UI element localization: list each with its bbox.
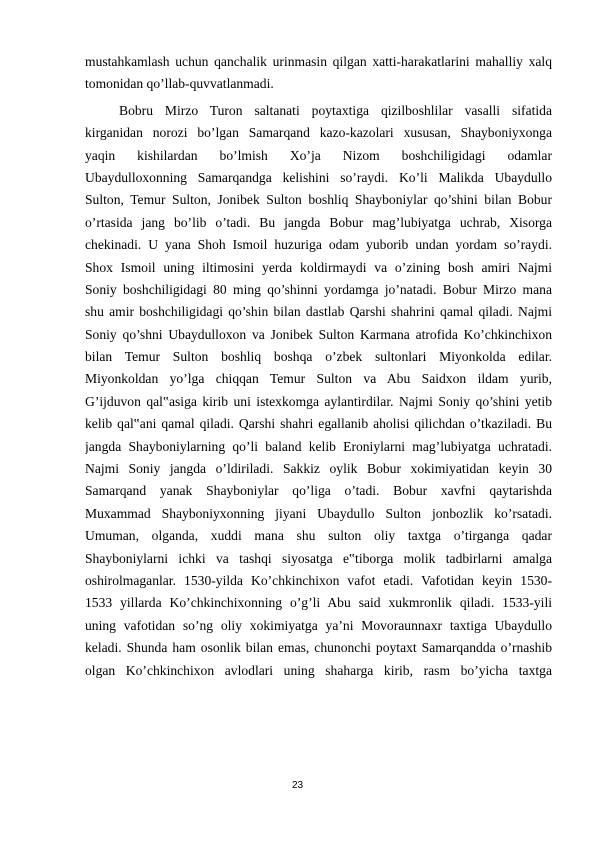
text-line: Miyonkoldan yo’lga chiqqan Temur Sulton va Abu Saidxon ildam yurib, [85, 371, 552, 387]
text-line: Umuman, olganda, xuddi mana shu sulton oliy taxtga o’tirganga qadar [85, 528, 552, 544]
text-line: G’ijduvon qal‟asiga kirib uni istexkomga aylantirdilar. Najmi Soniy qo’shini yetib [85, 393, 552, 409]
text-line: Samarqand yanak Shayboniylar qo’liga o’tadi. Bobur xavfni qaytarishda [85, 483, 552, 499]
text-line: oshirolmaganlar. 1530-yilda Ko’chkinchixon vafot etadi. Vafotidan keyin 1530- [85, 572, 552, 588]
text-line: Najmi Soniy jangda o’ldiriladi. Sakkiz oylik Bobur xokimiyatidan keyin 30 [85, 461, 552, 477]
text-line: chekinadi. U yana Shoh Ismoil huzuriga odam yuborib undan yordam so’raydi. [85, 237, 552, 253]
text-line: Shayboniylarni ichki va tashqi siyosatga e‟tiborga molik tadbirlarni amalga [85, 550, 552, 566]
text-line: Muxammad Shayboniyxonning jiyani Ubaydullo Sulton jonbozlik ko’rsatadi. [85, 505, 552, 521]
text-line: tomonidan qo’llab-quvvatlanmadi. [85, 76, 274, 92]
text-line: kelib qal‟ani qamal qiladi. Qarshi shahri egallanib aholisi qilichdan o’tkaziladi. Bu [85, 416, 552, 432]
text-line: shu amir boshchiligidagi qo’shin bilan dastlab Qarshi shahrini qamal qiladi. Najmi [85, 304, 552, 320]
body-text [85, 51, 552, 682]
text-line: mustahkamlash uchun qanchalik urinmasin qilgan xatti-harakatlarini mahalliy xalq [85, 54, 552, 69]
text-line: uning vafotidan so’ng oliy xokimiyatga ya’ni Movoraunnaxr taxtiga Ubaydullo [85, 617, 552, 633]
page-number: 23 [291, 780, 304, 791]
text-line: Soniy boshchiligidagi 80 ming qo’shinni yordamga jo’natadi. Bobur Mirzo mana [85, 281, 552, 297]
text-line: Shox Ismoil uning iltimosini yerda koldirmaydi va o’zining bosh amiri Najmi [85, 259, 552, 275]
text-line: keladi. Shunda ham osonlik bilan emas, chunonchi poytaxt Samarqandda o’rnashib [85, 640, 552, 656]
text-line: o’rtasida jang bo’lib o’tadi. Bu jangda Bobur mag’lubiyatga uchrab, Xisorga [85, 214, 552, 230]
text-line: olgan Ko’chkinchixon avlodlari uning shaharga kirib, rasm bo’yicha taxtga [85, 662, 552, 678]
text-line: bilan Temur Sulton boshliq boshqa o’zbek sultonlari Miyonkolda edilar. [85, 349, 552, 365]
text-line: Sulton, Temur Sulton, Jonibek Sulton boshliq Shayboniylar qo’shini bilan Bobur [85, 192, 552, 208]
text-line: Soniy qo’shni Ubaydulloxon va Jonibek Sulton Karmana atrofida Ko’chkinchixon [85, 326, 552, 342]
text-line: Ubaydulloxonning Samarqandga kelishini so’raydi. Ko’li Malikda Ubaydullo [85, 169, 552, 185]
text-line: jangda Shayboniylarning qo’li baland kelib Eroniylarni mag’lubiyatga uchratadi. [85, 438, 552, 454]
text-line: kirganidan norozi bo’lgan Samarqand kazo-kazolari xususan, Shayboniyxonga [85, 125, 552, 141]
text-line: Bobru Mirzo Turon saltanati poytaxtiga qizilboshlilar vasalli sifatida [119, 102, 552, 118]
text-line: yaqin kishilardan bo’lmish Xo’ja Nizom boshchiligidagi odamlar [85, 147, 552, 163]
text-line: 1533 yillarda Ko’chkinchixonning o’g’li Abu said xukmronlik qiladi. 1533-yili [85, 595, 552, 611]
